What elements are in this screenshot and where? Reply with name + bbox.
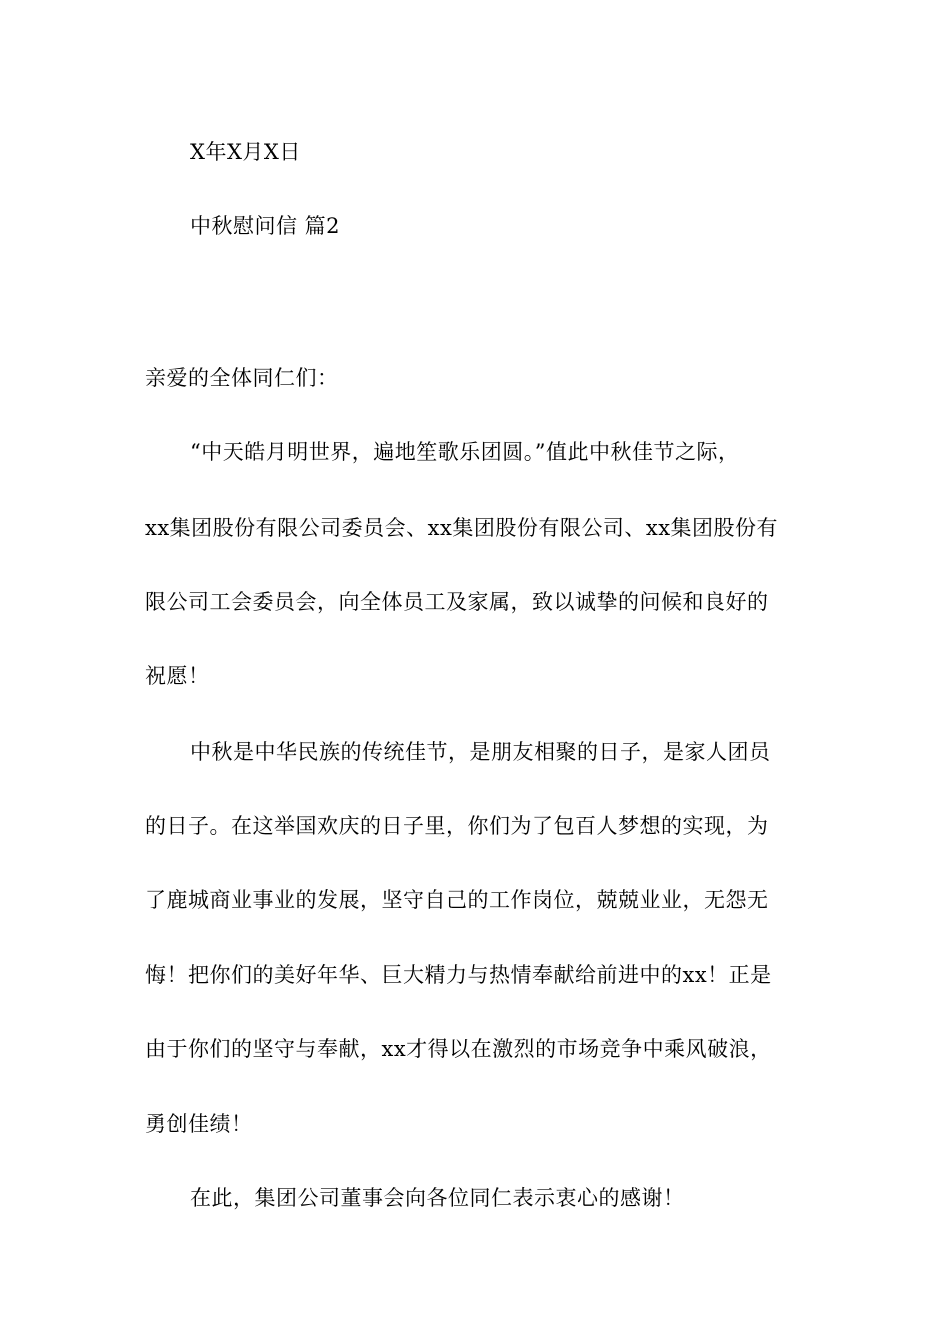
section-title: 中秋慰问信 篇2 [190, 214, 341, 238]
paragraph-1-line-2: xx集团股份有限公司委员会、xx集团股份有限公司、xx集团股份有 [145, 516, 779, 540]
paragraph-2-line-3: 了鹿城商业事业的发展，坚守自己的工作岗位，兢兢业业，无怨无 [145, 888, 769, 912]
paragraph-2-line-4: 悔！把你们的美好年华、巨大精力与热情奉献给前进中的xx！正是 [145, 963, 772, 987]
paragraph-2-line-1: 中秋是中华民族的传统佳节，是朋友相聚的日子，是家人团员 [190, 740, 771, 764]
paragraph-2-line-5: 由于你们的坚守与奉献，xx才得以在激烈的市场竞争中乘风破浪， [145, 1037, 772, 1061]
paragraph-2-line-2: 的日子。在这举国欢庆的日子里，你们为了包百人梦想的实现，为 [145, 814, 769, 838]
paragraph-1-line-1: “中天皓月明世界，遍地笙歌乐团圆。”值此中秋佳节之际， [190, 440, 740, 464]
date-line: X年X月X日 [190, 140, 301, 164]
paragraph-1-line-3: 限公司工会委员会，向全体员工及家属，致以诚挚的问候和良好的 [145, 590, 769, 614]
paragraph-1-line-4: 祝愿！ [145, 664, 210, 688]
paragraph-2-line-6: 勇创佳绩！ [145, 1112, 253, 1136]
paragraph-3-line-1: 在此，集团公司董事会向各位同仁表示衷心的感谢！ [190, 1186, 685, 1210]
salutation: 亲爱的全体同仁们： [145, 366, 339, 390]
